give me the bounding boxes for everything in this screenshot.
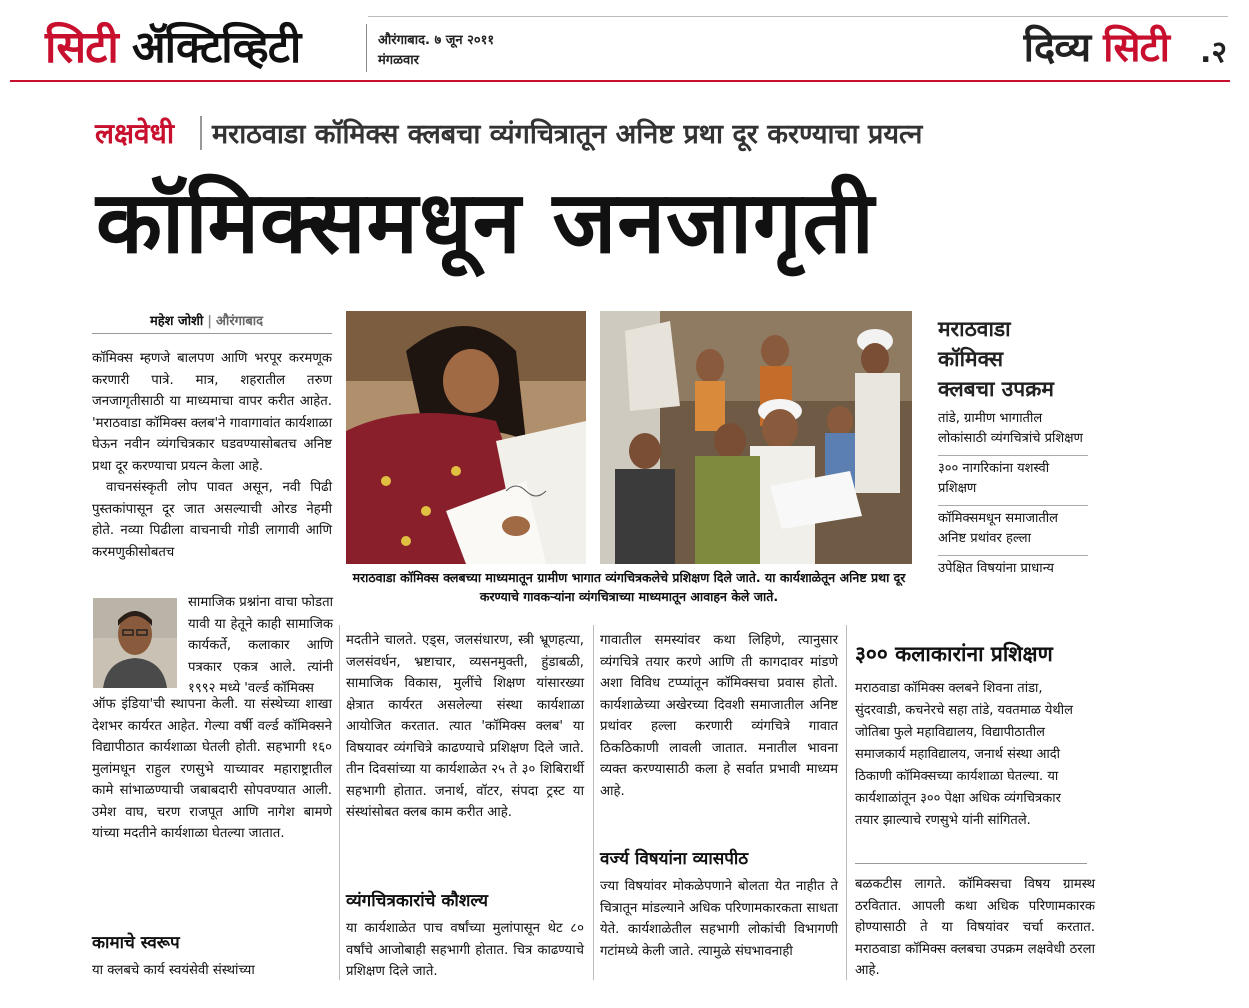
sidebar-item: कॉमिक्समधून समाजातील अनिष्ट प्रथांवर हल्ला — [938, 506, 1088, 556]
masthead-black: ॲक्टिव्हिटी — [132, 22, 301, 73]
sidebar-item: तांडे, ग्रामीण भागातील लोकांसाठी व्यंगचित्रांचे प्रशिक्षण — [938, 406, 1088, 456]
box-heading: ३०० कलाकारांना प्रशिक्षण — [855, 642, 1053, 666]
sidebar-item: उपेक्षित विषयांना प्राधान्य — [938, 561, 1054, 576]
sidebar-title-line: मराठवाडा — [938, 317, 1011, 341]
byline-rule — [92, 333, 332, 334]
paragraph: गावातील समस्यांवर कथा लिहिणे, त्यानुसार व्यंगचित्रे तयार करणे आणि ती कागदावर मांडणे अशा विविध टप्प्यांतून कॉमिक्सचा प्रवास होतो. कार्यशाळेच्या अखेरच्या दिवशी समाजातील अनिष्ट प्रथांवर हल्ला करणारी व्यंगचित्रे गावात ठिकठिकाणी लावली जातात. मनातील भावना व्यक्त करण्यासाठी कला हे सर्वात प्रभावी माध्यम आहे. — [600, 633, 838, 799]
photo-village-workshop — [600, 311, 912, 564]
paragraph: वाचनसंस्कृती लोप पावत असून, नवी पिढी पुस्तकांपासून दूर जात असल्याची ओरड नेहमी होते. नव्या पिढीला वाचनाची गोडी लागावी आणि करमणुकीसोबतच — [92, 480, 332, 560]
subhead-cartoonist-skill: व्यंगचित्रकारांचे कौशल्य — [346, 891, 489, 911]
sidebar-item: ३०० नागरिकांना यशस्वी प्रशिक्षण — [938, 456, 1088, 506]
brand-part-2: सिटी — [1103, 25, 1169, 71]
photo-girl-drawing — [346, 311, 586, 564]
column-rule — [846, 625, 847, 980]
column-rule — [593, 625, 594, 980]
author-name: महेश जोशी — [150, 314, 204, 329]
newspaper-brand — [1024, 22, 1169, 74]
paragraph: कॉमिक्स म्हणजे बालपण आणि भरपूर करमणूक करणारी पात्रे. मात्र, शहरातील तरुण जनजागृतीसाठी या माध्यमाचा वापर करीत आहेत. 'मराठवाडा कॉमिक्स क्लब'ने गावागावांत कार्यशाळा घेऊन नवीन व्यंगचित्रकार घडवण्यासोबतच अनिष्ट प्रथा दूर करण्याचा प्रयत्न केला आहे. — [92, 351, 332, 474]
byline — [150, 311, 263, 329]
column-3-top — [600, 630, 838, 802]
paragraph: मदतीने चालते. एड्स, जलसंधारण, स्त्री भ्रूणहत्या, जलसंवर्धन, भ्रष्टाचार, व्यसनमुक्ती, हुंडाबळी, सामाजिक विकास, मुलींचे शिक्षण यांसारख्या क्षेत्रात कार्यरत असलेल्या संस्था कार्यशाळा आयोजित करतात. त्यात 'कॉमिक्स क्लब' या विषयावर व्यंगचित्रे काढण्याचे प्रशिक्षण दिले जाते. तीन दिवसांच्या या कार्यशाळेत २५ ते ३० शिबिरार्थी सहभागी होतात. जनार्थ, वॉटर, संपदा ट्रस्ट या संस्थांसोबत क्लब काम करीत आहे. — [346, 633, 584, 820]
subhead-taboo-topics: वर्ज्य विषयांना व्यासपीठ — [600, 849, 749, 869]
byline-separator: | — [207, 314, 213, 329]
column-rule — [339, 625, 340, 980]
box-text: मराठवाडा कॉमिक्स क्लबने शिवना तांडा, सुंदरवाडी, कचनेरचे सहा तांडे, यवतमाळ येथील जोतिबा फुले महाविद्यालय, विद्यापीठातील समाजकार्य महाविद्यालय, जनार्थ संस्था आदी ठिकाणी कॉमिक्सच्या कार्यशाळा घेतल्या. या कार्यशाळांतून ३०० पेक्षा अधिक व्यंगचित्रकार तयार झाल्याचे रणसुभे यांनी सांगितले. — [855, 681, 1073, 828]
column-1-mid — [92, 694, 332, 845]
header-top-rule — [368, 16, 1228, 17]
paragraph: ऑफ इंडिया'ची स्थापना केली. या संस्थेच्या शाखा देशभर कार्यरत आहेत. गेल्या वर्षी वर्ल्ड कॉमिक्सने विद्यापीठात कार्यशाळा घेतली होती. सहभागी १६० मुलांमधून राहुल रणसुभे याच्यावर महाराष्ट्रातील कामे सांभाळण्याची जबाबदारी सोपवण्यात आली. उमेश वाघ, चरण राजपूत आणि नागेश बामणे यांच्या मदतीने कार्यशाळा घेतल्या जातात. — [92, 697, 332, 841]
sidebar-title-line: कॉमिक्स — [938, 347, 1004, 371]
headline: कॉमिक्समधून जनजागृती — [96, 173, 875, 273]
byline-city: औरंगाबाद — [216, 314, 264, 329]
photo-caption: मराठवाडा कॉमिक्स क्लबच्या माध्यमातून ग्रामीण भागात व्यंगचित्रकलेचे प्रशिक्षण दिले जाते. या कार्यशाळेतून अनिष्ट प्रथा दूर करण्याचे गावकऱ्यांना व्यंगचित्राच्या माध्यमातून आवाहन केले जाते. — [352, 570, 906, 604]
paragraph: सामाजिक प्रश्नांना वाचा फोडता यावी या हेतूने काही सामाजिक कार्यकर्ते, कलाकार आणि पत्रकार एकत्र आले. त्यांनी १९९२ मध्ये 'वर्ल्ड कॉमिक्स — [188, 595, 333, 696]
column-4-bottom — [855, 874, 1095, 982]
paragraph: या क्लबचे कार्य स्वयंसेवी संस्थांच्या — [92, 963, 255, 978]
column-1-top — [92, 348, 332, 563]
paragraph: बळकटीस लागते. कॉमिक्सचा विषय ग्रामस्थ ठरवितात. आपली कथा अधिक परिणामकारक होण्यासाठी ते या विषयांवर चर्चा करतात. मराठवाडा कॉमिक्स क्लबचा उपक्रम लक्षवेधी ठरला आहे. — [855, 877, 1095, 978]
column-1-bottom — [92, 960, 332, 982]
kicker-tag: लक्षवेधी — [95, 117, 175, 150]
brand-part-1: दिव्य — [1023, 25, 1091, 71]
column-1-wrap — [188, 592, 333, 700]
sidebar-title — [938, 314, 1148, 404]
sidebar-list — [938, 406, 1088, 585]
column-2-bottom — [346, 918, 584, 983]
issue-day: मंगळवार — [378, 53, 419, 68]
column-2-top — [346, 630, 584, 824]
header-red-rule — [10, 80, 1230, 82]
header-divider — [366, 24, 367, 72]
masthead-red: सिटी — [45, 22, 118, 73]
section-masthead — [45, 22, 300, 74]
column-3-bottom — [600, 876, 838, 962]
paragraph: या कार्यशाळेत पाच वर्षांच्या मुलांपासून थेट ८० वर्षांचे आजोबाही सहभागी होतात. चित्र काढण्याचे प्रशिक्षण दिले जाते. — [346, 921, 584, 979]
kicker-text: मराठवाडा कॉमिक्स क्लबचा व्यंगचित्रातून अनिष्ट प्रथा दूर करण्याचा प्रयत्न — [212, 119, 923, 150]
page-number: .२ — [1200, 35, 1227, 70]
paragraph: ज्या विषयांवर मोकळेपणाने बोलता येत नाहीत ते चित्रातून मांडल्याने अधिक परिणामकारकता साधता येते. कार्यशाळेतील सहभागी लोकांची विभागणी गटांमध्ये केली जाते. त्यामुळे संघभावनाही — [600, 879, 838, 959]
subhead-work-nature: कामाचे स्वरूप — [92, 933, 180, 953]
box-rule — [855, 863, 1087, 864]
sidebar-title-line: क्लबचा उपक्रम — [938, 377, 1054, 401]
author-photo — [93, 598, 177, 688]
issue-date: औरंगाबाद. ७ जून २०११ — [378, 33, 495, 48]
kicker-divider — [200, 116, 202, 150]
